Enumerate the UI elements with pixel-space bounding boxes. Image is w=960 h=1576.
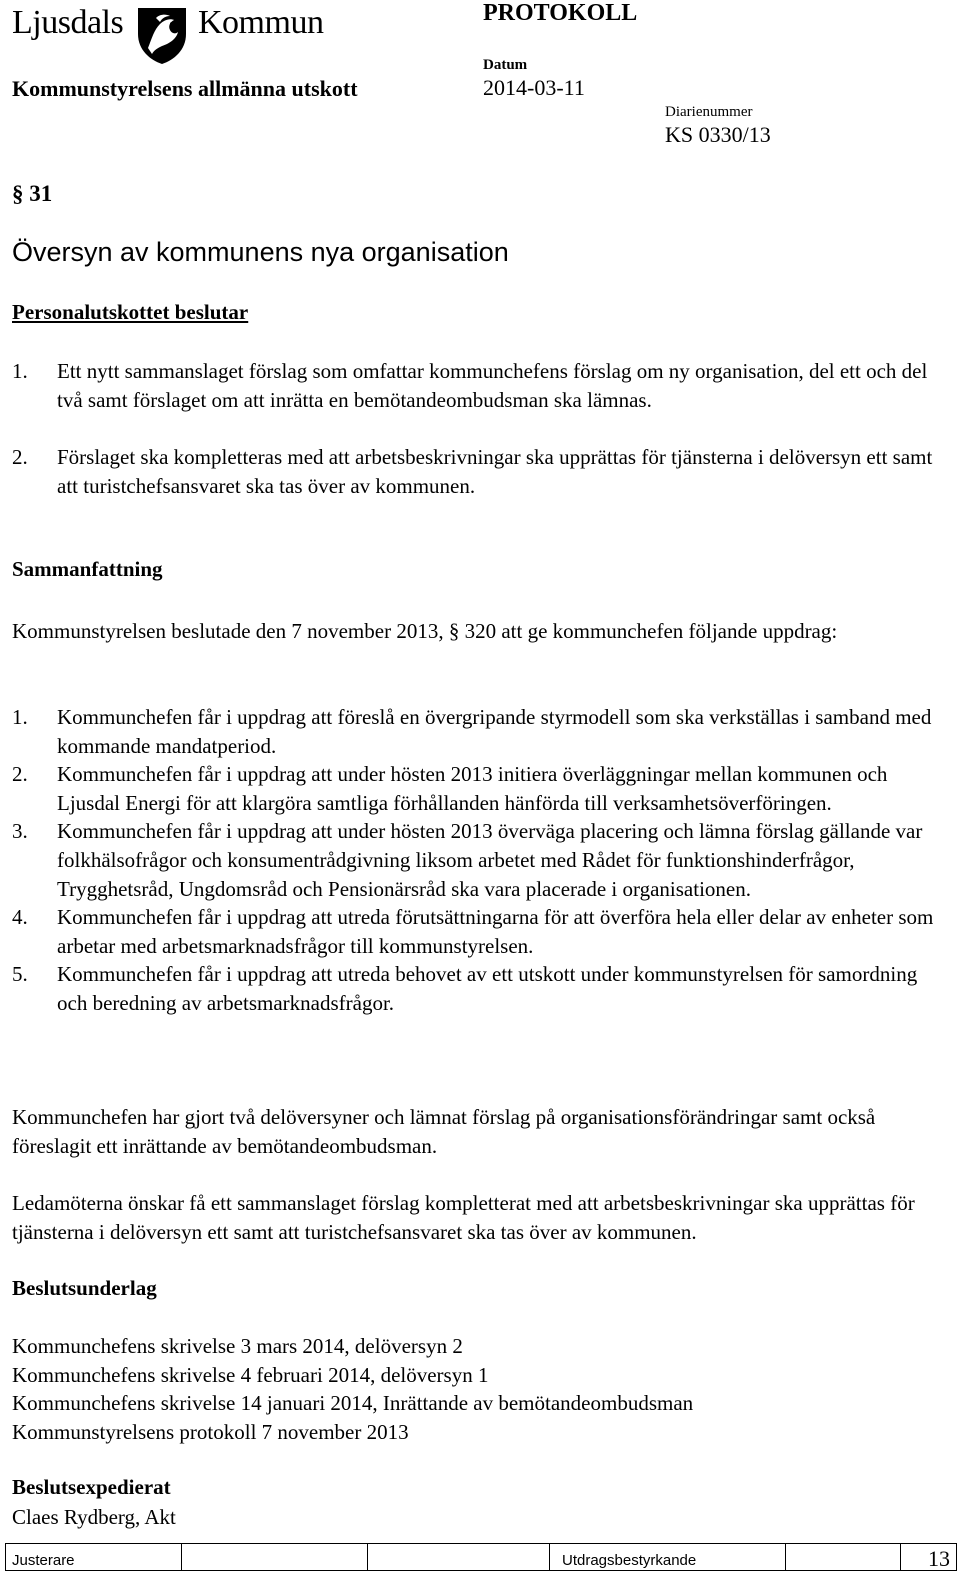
list-item-text: Kommunchefen får i uppdrag att under hösten 2013 överväga placering och lämna förslag gällande var folkhälsofrågor och konsumentrådgivning liksom arbetet med Rådet för funktionshinderfrågor, Trygghetsråd, Ungdomsråd och Pensionärsråd ska vara placerade i organisationen.	[57, 819, 923, 901]
list-item	[12, 903, 952, 960]
footer-signature-cell-3	[786, 1544, 901, 1570]
list-item-number: 2.	[12, 445, 28, 469]
list-item-number: 4.	[12, 905, 28, 930]
page-number: 13	[928, 1546, 950, 1571]
footer-signature-cell-1	[182, 1544, 368, 1570]
list-item	[12, 443, 952, 500]
page-title: Översyn av kommunens nya organisation	[12, 237, 509, 267]
list-item-number: 1.	[12, 359, 28, 383]
basis-heading: Beslutsunderlag	[12, 1276, 157, 1300]
list-item-text: Ett nytt sammanslaget förslag som omfattar kommunchefens förslag om ny organisation, del ett och del två samt förslaget om att inrätta en bemötandeombudsman ska lämnas.	[57, 359, 928, 412]
list-item-number: 3.	[12, 819, 28, 844]
footer-signature-table	[5, 1543, 957, 1571]
footer-justerare-label: Justerare	[12, 1552, 75, 1569]
decision-heading: Personalutskottet beslutar	[12, 300, 249, 324]
summary-intro: Kommunstyrelsen beslutade den 7 november 2013, § 320 att ge kommunchefen följande uppdrag:	[12, 619, 838, 643]
list-item	[12, 960, 952, 1017]
footer-signature-cell-2	[368, 1544, 550, 1570]
list-item	[12, 817, 952, 903]
summary-paragraph-1: Kommunchefen har gjort två delöversyner och lämnat förslag på organisationsförändringar samt också föreslagit ett inrättande av bemötandeombudsman.	[12, 1105, 876, 1158]
decision-list	[12, 357, 952, 414]
footer-utdrag-label: Utdragsbestyrkande	[562, 1552, 697, 1569]
list-item	[12, 357, 952, 414]
document-type: PROTOKOLL	[483, 0, 638, 26]
dispatch-recipient: Claes Rydberg, Akt	[12, 1505, 176, 1529]
paragraph-number: § 31	[12, 181, 53, 206]
list-item	[12, 703, 952, 760]
basis-list	[12, 1332, 693, 1446]
basis-item: Kommunchefens skrivelse 4 februari 2014, delöversyn 1	[12, 1362, 489, 1387]
date-value: 2014-03-11	[483, 75, 585, 100]
list-item-number: 1.	[12, 705, 28, 729]
summary-paragraph-2: Ledamöterna önskar få ett sammanslaget förslag kompletterat med att arbetsbeskrivningar ska upprättas för tjänsterna i delöversyn ett samt att turistchefsansvaret ska tas över av kommunen.	[12, 1191, 915, 1244]
list-item-text: Kommunchefen får i uppdrag att utreda förutsättningarna för att överföra hela eller delar av enheter som arbetar med arbetsmarknadsfrågor till kommunstyrelsen.	[57, 905, 934, 958]
summary-heading: Sammanfattning	[12, 557, 163, 581]
basis-item: Kommunchefens skrivelse 3 mars 2014, delöversyn 2	[12, 1334, 463, 1358]
basis-item: Kommunchefens skrivelse 14 januari 2014, Inrättande av bemötandeombudsman	[12, 1391, 694, 1416]
date-label: Datum	[483, 57, 528, 73]
list-item-text: Förslaget ska kompletteras med att arbetsbeskrivningar ska upprättas för tjänsterna i delöversyn ett samt att turistchefsansvaret ska tas över av kommunen.	[57, 445, 933, 498]
decision-list-2	[12, 443, 952, 500]
committee-name: Kommunstyrelsens allmänna utskott	[12, 76, 358, 101]
diarie-label: Diarienummer	[665, 104, 753, 120]
summary-list	[12, 703, 952, 1018]
logo-wordmark-right: Kommun	[198, 4, 324, 41]
list-item-text: Kommunchefen får i uppdrag att föreslå en övergripande styrmodell som ska verkställas i samband med kommande mandatperiod.	[57, 705, 932, 758]
footer-utdrag-cell	[550, 1544, 786, 1570]
logo-wordmark-left: Ljusdals	[12, 4, 124, 41]
list-item	[12, 760, 952, 817]
list-item-text: Kommunchefen får i uppdrag att utreda behovet av ett utskott under kommunstyrelsen för samordning och beredning av arbetsmarknadsfrågor.	[57, 962, 918, 1015]
footer-justerare-cell	[6, 1544, 182, 1570]
dispatch-heading: Beslutsexpedierat	[12, 1475, 171, 1499]
list-item-text: Kommunchefen får i uppdrag att under hösten 2013 initiera överläggningar mellan kommunen och Ljusdal Energi för att klargöra samtliga förhållanden hänförda till verksamhetsöverföringen.	[57, 762, 888, 815]
list-item-number: 5.	[12, 962, 28, 987]
coat-of-arms-icon	[134, 4, 190, 66]
footer-page-cell	[901, 1544, 956, 1570]
basis-item: Kommunstyrelsens protokoll 7 november 2013	[12, 1419, 409, 1444]
diarie-number: KS 0330/13	[665, 122, 771, 147]
list-item-number: 2.	[12, 762, 28, 787]
